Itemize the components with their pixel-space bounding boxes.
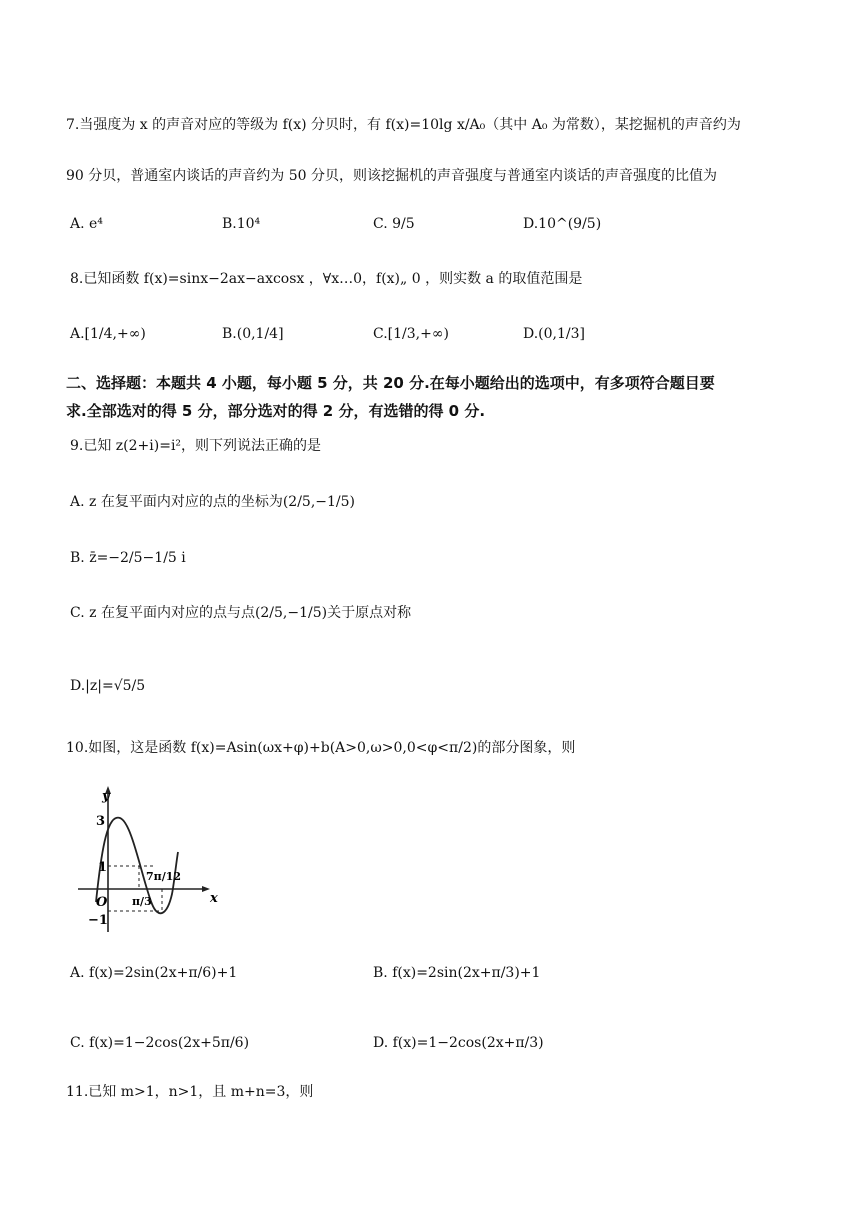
q10-option-a: A. f(x)=2sin(2x+π/6)+1 bbox=[70, 965, 238, 981]
section2-heading-line2: 求.全部选对的得 5 分，部分选对的得 2 分，有选错的得 0 分. bbox=[66, 402, 486, 420]
graph-y-label: y bbox=[102, 789, 110, 804]
q11-stem: 11.已知 m>1，n>1，且 m+n=3，则 bbox=[66, 1084, 314, 1100]
q10-option-c: C. f(x)=1−2cos(2x+5π/6) bbox=[70, 1035, 250, 1051]
q8-option-b: B.(0,1/4] bbox=[222, 326, 284, 342]
q9-option-d: D.|z|=√5/5 bbox=[70, 678, 146, 694]
graph-yneg1-label: −1 bbox=[88, 913, 108, 928]
graph-y3-label: 3 bbox=[96, 814, 106, 829]
graph-x-pi3-label: π/3 bbox=[132, 895, 152, 908]
q7-option-c: C. 9/5 bbox=[373, 216, 415, 232]
q9-option-a: A. z 在复平面内对应的点的坐标为(2/5,−1/5) bbox=[70, 494, 356, 510]
q10-option-d: D. f(x)=1−2cos(2x+π/3) bbox=[373, 1035, 544, 1051]
q10-option-b: B. f(x)=2sin(2x+π/3)+1 bbox=[373, 965, 541, 981]
q7-option-d: D.10^(9/5) bbox=[523, 216, 602, 232]
graph-origin-label: O bbox=[96, 895, 108, 910]
q8-option-d: D.(0,1/3] bbox=[523, 326, 585, 342]
section2-heading-line1: 二、选择题：本题共 4 小题，每小题 5 分，共 20 分.在每小题给出的选项中，有多项符合题目要 bbox=[66, 374, 715, 392]
q9-option-b: B. z̄=−2/5−1/5 i bbox=[70, 550, 186, 566]
q9-option-c: C. z 在复平面内对应的点与点(2/5,−1/5)关于原点对称 bbox=[70, 605, 412, 621]
graph-x-7pi12-label: 7π/12 bbox=[146, 870, 182, 883]
q7-line1: 7.当强度为 x 的声音对应的等级为 f(x) 分贝时，有 f(x)=10lg x/A₀（其中 A₀ 为常数），某挖掘机的声音约为 bbox=[66, 117, 741, 133]
graph-y1-label: 1 bbox=[98, 860, 108, 875]
q10-function-graph bbox=[72, 784, 222, 939]
q10-stem: 10.如图，这是函数 f(x)=Asin(ωx+φ)+b(A>0,ω>0,0<φ<π/2)的部分图象，则 bbox=[66, 740, 576, 756]
q7-line2: 90 分贝，普通室内谈话的声音约为 50 分贝，则该挖掘机的声音强度与普通室内谈话的声音强度的比值为 bbox=[66, 168, 717, 184]
q8-option-c: C.[1/3,+∞) bbox=[373, 326, 449, 342]
q8-option-a: A.[1/4,+∞) bbox=[70, 326, 146, 342]
q9-stem: 9.已知 z(2+i)=i²，则下列说法正确的是 bbox=[70, 438, 322, 454]
q7-option-b: B.10⁴ bbox=[222, 216, 261, 232]
graph-x-label: x bbox=[210, 891, 218, 906]
q7-option-a: A. e⁴ bbox=[70, 216, 103, 232]
q8-stem: 8.已知函数 f(x)=sinx−2ax−axcosx ，∀x…0，f(x)„ 0 ，则实数 a 的取值范围是 bbox=[70, 271, 583, 287]
